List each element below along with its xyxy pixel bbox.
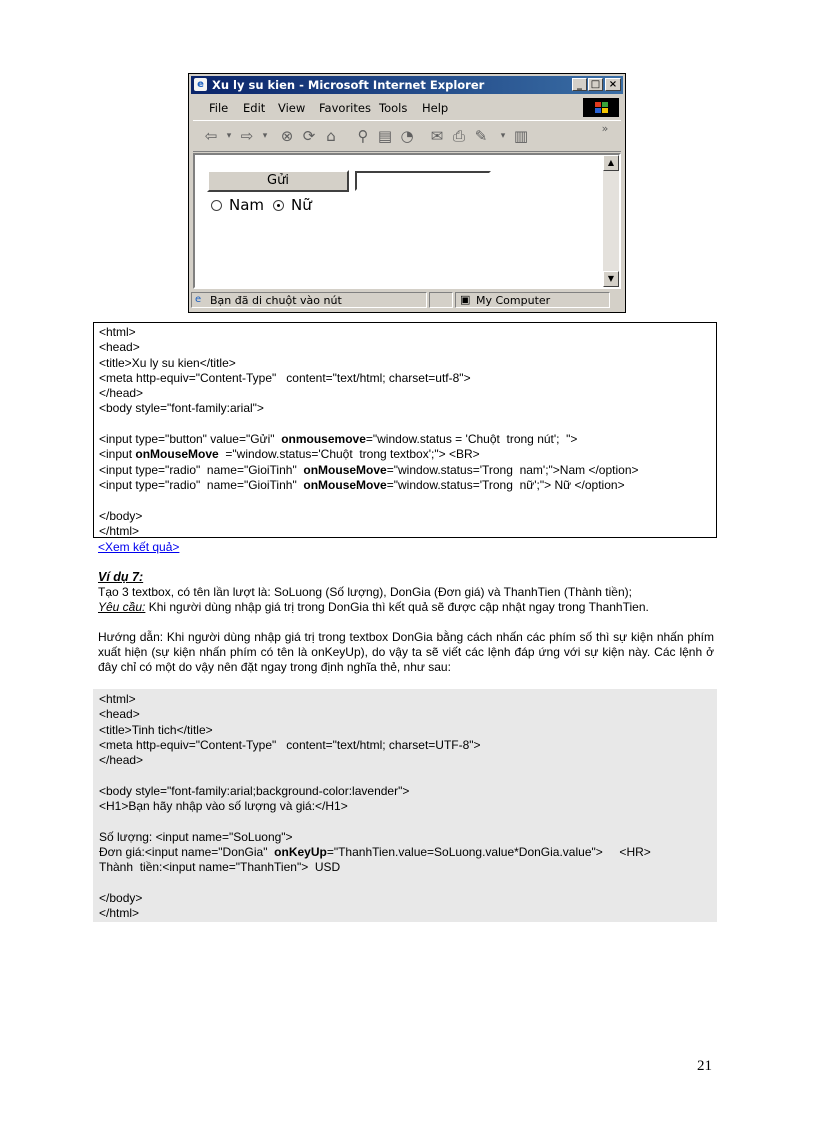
code2-line	[99, 768, 717, 783]
minimize-button[interactable]: _	[572, 78, 587, 91]
scroll-down-icon[interactable]: ▼	[603, 271, 619, 287]
code-listing-2	[93, 689, 717, 922]
menu-bar	[193, 97, 621, 117]
code2-line	[99, 876, 717, 891]
status-message-cell	[191, 292, 427, 308]
code2-line: Thành tiền:<input name="ThanhTien"> USD	[99, 860, 341, 875]
computer-icon: ▣	[460, 293, 471, 306]
code1-line: </body>	[99, 508, 143, 523]
edit-dropdown-icon[interactable]: ▾	[500, 131, 506, 141]
event-keyword: onMouseMove	[135, 447, 219, 462]
event-keyword: onMouseMove	[303, 477, 387, 492]
vertical-scrollbar[interactable]	[603, 155, 619, 287]
page-icon: e	[195, 294, 202, 305]
code1-line: <head>	[99, 340, 140, 355]
menu-help[interactable]: Help	[422, 101, 449, 115]
code2-line: <body style="font-family:arial;background-color:lavender">	[99, 783, 410, 798]
toolbar	[193, 120, 621, 152]
ie-logo-icon: e	[194, 78, 207, 91]
code1-line: </head>	[99, 386, 144, 401]
event-keyword: onMouseMove	[303, 462, 387, 477]
example-intro: Tạo 3 textbox, có tên lần lượt là: SoLuong (Số lượng), DonGia (Đơn giá) và ThanhTien (Thành tiền);	[98, 585, 632, 599]
close-button[interactable]: ×	[605, 78, 621, 91]
radio-nam-label: Nam	[229, 196, 265, 214]
status-cell-blank	[429, 292, 453, 308]
browser-window	[188, 73, 626, 313]
radio-nam[interactable]	[211, 200, 222, 211]
code1-line: <meta http-equiv="Content-Type" content="text/html; charset=utf-8">	[99, 370, 471, 385]
code1-line: <title>Xu ly su kien</title>	[99, 355, 236, 370]
refresh-icon[interactable]: ⟳	[302, 127, 316, 145]
zone-cell	[455, 292, 610, 308]
event-keyword: onKeyUp	[274, 844, 327, 859]
code2-line: </head>	[99, 753, 144, 768]
menu-file[interactable]: File	[209, 101, 229, 115]
discuss-icon[interactable]: ▥	[513, 127, 529, 145]
status-bar	[191, 291, 623, 310]
menu-tools[interactable]: Tools	[379, 101, 408, 115]
result-link[interactable]: <Xem kết quả>	[98, 540, 180, 554]
search-icon[interactable]: ⚲	[357, 127, 369, 145]
radio-nu[interactable]	[273, 200, 284, 211]
page-number: 21	[697, 1058, 712, 1074]
code2-line: <meta http-equiv="Content-Type" content="text/html; charset=UTF-8">	[99, 737, 481, 752]
back-dropdown-icon[interactable]: ▾	[226, 131, 232, 141]
code1-line: <body style="font-family:arial">	[99, 401, 264, 416]
code1-line: <input onMouseMove ="window.status='Chuột trong textbox';"> <BR>	[99, 447, 480, 462]
radio-nu-label: Nữ	[291, 196, 312, 214]
code2-line: <head>	[99, 707, 140, 722]
code2-line: Đơn giá:<input name="DonGia" onKeyUp="ThanhTien.value=SoLuong.value*DonGia.value"> <HR>	[99, 844, 651, 859]
maximize-button[interactable]: □	[588, 78, 603, 91]
code1-line: <input type="button" value="Gửi" onmousemove="window.status = 'Chuột trong nút'; ">	[99, 432, 578, 447]
toolbar-overflow-icon[interactable]: »	[601, 122, 609, 135]
stop-icon[interactable]: ⊗	[280, 127, 294, 145]
scroll-up-icon[interactable]: ▲	[603, 155, 619, 171]
code1-line: <html>	[99, 325, 136, 339]
forward-dropdown-icon[interactable]: ▾	[262, 131, 268, 141]
code1-line: <input type="radio" name="GioiTinh" onMouseMove="window.status='Trong nữ';"> Nữ </option>	[99, 477, 625, 492]
code1-line: </html>	[99, 523, 140, 538]
print-icon[interactable]: ⎙	[452, 127, 465, 145]
code2-line: </body>	[99, 890, 143, 905]
requirement-text: Khi người dùng nhập giá trị trong DonGia thì kết quả sẽ được cập nhật ngay trong ThanhTien.	[145, 600, 649, 614]
favorites-icon[interactable]: ▤	[377, 127, 393, 145]
browser-viewport	[193, 153, 621, 289]
back-icon[interactable]: ⇦	[204, 127, 218, 145]
text-input[interactable]	[355, 171, 491, 191]
example-requirement	[98, 600, 714, 615]
code2-line: <title>Tinh tich</title>	[99, 722, 213, 737]
example-title: Ví dụ 7:	[98, 570, 144, 584]
edit-icon[interactable]: ✎	[474, 127, 488, 145]
windows-logo-icon	[583, 98, 619, 117]
mail-icon[interactable]: ✉	[430, 127, 444, 145]
home-icon[interactable]: ⌂	[326, 127, 336, 145]
menu-edit[interactable]: Edit	[243, 101, 266, 115]
code2-line	[99, 814, 717, 829]
history-icon[interactable]: ◔	[400, 127, 414, 145]
status-text: Bạn đã di chuột vào nút	[210, 294, 342, 307]
code-listing-1	[93, 322, 717, 538]
forward-icon[interactable]: ⇨	[240, 127, 254, 145]
window-title: Xu ly su kien - Microsoft Internet Explorer	[212, 78, 485, 92]
requirement-label: Yêu cầu:	[98, 600, 146, 614]
zone-text: My Computer	[476, 294, 551, 307]
menu-favorites[interactable]: Favorites	[319, 101, 371, 115]
code1-line	[99, 417, 716, 432]
title-bar	[191, 76, 623, 94]
event-keyword: onmousemove	[281, 432, 366, 447]
code2-line: <H1>Bạn hãy nhập vào số lượng và giá:</H1>	[99, 799, 348, 814]
example-guide: Hướng dẫn: Khi người dùng nhập giá trị trong textbox DonGia bằng cách nhấn các phím số thì sự kiện nhấn phím xuất hiện (sự kiện nhấn phím có tên là onKeyUp), do vậy ta sẽ viết các lệnh đáp ứng với sự kiện này. Các lệnh ở đây chỉ có một do vậy nên đặt ngay trong định nghĩa thẻ, như sau:	[98, 630, 714, 675]
code2-line: Số lượng: <input name="SoLuong">	[99, 829, 293, 844]
menu-view[interactable]: View	[278, 101, 306, 115]
code2-line: <html>	[99, 692, 136, 706]
code2-line: </html>	[99, 906, 140, 921]
submit-button[interactable]: Gửi	[207, 170, 349, 192]
code1-line	[99, 493, 716, 508]
code1-line: <input type="radio" name="GioiTinh" onMouseMove="window.status='Trong nam';">Nam </option>	[99, 462, 639, 477]
